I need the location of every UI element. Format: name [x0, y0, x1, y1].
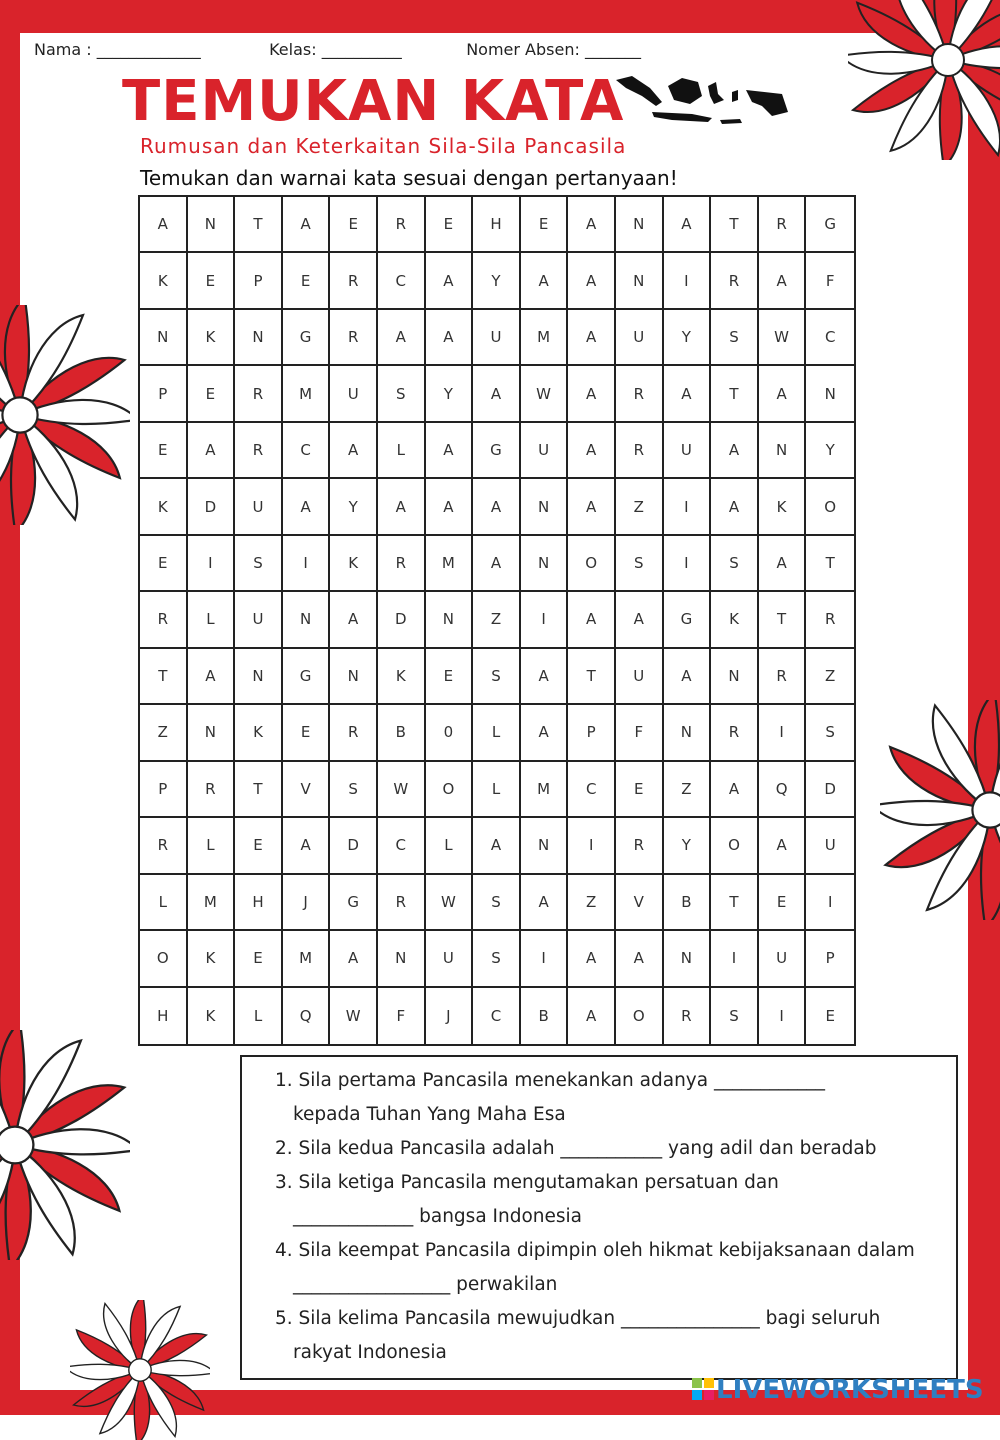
grid-cell[interactable]: A — [426, 479, 474, 535]
grid-cell[interactable]: A — [473, 536, 521, 592]
question-1-line-2: kepada Tuhan Yang Maha Esa — [293, 1104, 566, 1125]
grid-cell[interactable]: R — [378, 536, 426, 592]
grid-cell[interactable]: N — [140, 310, 188, 366]
grid-cell[interactable]: U — [521, 423, 569, 479]
grid-cell[interactable]: Y — [330, 479, 378, 535]
grid-cell[interactable]: R — [140, 592, 188, 648]
grid-cell[interactable]: B — [521, 988, 569, 1044]
grid-cell[interactable]: C — [283, 423, 331, 479]
grid-cell[interactable]: R — [330, 253, 378, 309]
grid-cell[interactable]: S — [378, 366, 426, 422]
grid-cell[interactable]: A — [473, 818, 521, 874]
grid-cell[interactable]: E — [426, 197, 474, 253]
grid-cell[interactable]: D — [806, 762, 854, 818]
grid-cell[interactable]: S — [616, 536, 664, 592]
grid-cell[interactable]: I — [664, 536, 712, 592]
grid-cell[interactable]: A — [330, 931, 378, 987]
grid-cell[interactable]: I — [664, 253, 712, 309]
grid-cell[interactable]: G — [473, 423, 521, 479]
grid-cell[interactable]: T — [711, 197, 759, 253]
grid-cell[interactable]: F — [616, 705, 664, 761]
flower-left-icon — [0, 305, 130, 525]
grid-cell[interactable]: I — [759, 988, 807, 1044]
grid-cell[interactable]: A — [283, 479, 331, 535]
grid-cell[interactable]: A — [568, 423, 616, 479]
student-info-row — [34, 40, 734, 59]
grid-cell[interactable]: A — [759, 536, 807, 592]
grid-cell[interactable]: I — [188, 536, 236, 592]
grid-cell[interactable]: O — [616, 988, 664, 1044]
grid-cell[interactable]: D — [378, 592, 426, 648]
grid-cell[interactable]: N — [711, 649, 759, 705]
grid-cell[interactable]: B — [378, 705, 426, 761]
grid-cell[interactable]: D — [330, 818, 378, 874]
grid-cell[interactable]: N — [521, 536, 569, 592]
grid-cell[interactable]: K — [378, 649, 426, 705]
grid-cell[interactable]: O — [806, 479, 854, 535]
grid-cell[interactable]: R — [664, 988, 712, 1044]
grid-cell[interactable]: E — [759, 875, 807, 931]
grid-cell[interactable]: P — [806, 931, 854, 987]
grid-cell[interactable]: A — [521, 875, 569, 931]
grid-cell[interactable]: R — [616, 423, 664, 479]
grid-cell[interactable]: E — [140, 536, 188, 592]
grid-cell[interactable]: H — [235, 875, 283, 931]
grid-cell[interactable]: G — [330, 875, 378, 931]
absen-field[interactable]: Nomer Absen: _______ — [466, 40, 641, 59]
grid-cell[interactable]: D — [188, 479, 236, 535]
grid-cell[interactable]: N — [378, 931, 426, 987]
grid-cell[interactable]: F — [378, 988, 426, 1044]
grid-cell[interactable]: R — [235, 423, 283, 479]
grid-cell[interactable]: M — [426, 536, 474, 592]
grid-cell[interactable]: R — [711, 705, 759, 761]
grid-cell[interactable]: G — [283, 310, 331, 366]
grid-cell[interactable]: A — [664, 366, 712, 422]
grid-cell[interactable]: R — [806, 592, 854, 648]
grid-cell[interactable]: L — [140, 875, 188, 931]
grid-cell[interactable]: E — [825, 1006, 835, 1025]
grid-cell[interactable]: M — [521, 762, 569, 818]
grid-cell[interactable]: S — [473, 931, 521, 987]
grid-cell[interactable]: A — [283, 197, 331, 253]
grid-cell[interactable]: K — [330, 536, 378, 592]
question-4-line-1: 4. Sila keempat Pancasila dipimpin oleh hikmat kebijaksanaan dalam — [275, 1240, 915, 1261]
grid-cell[interactable]: I — [283, 536, 331, 592]
grid-cell[interactable]: E — [235, 931, 283, 987]
grid-cell[interactable]: Z — [473, 592, 521, 648]
grid-cell[interactable]: C — [473, 988, 521, 1044]
question-5-line-1: 5. Sila kelima Pancasila mewujudkan _______________ bagi seluruh — [275, 1308, 881, 1329]
grid-cell[interactable]: T — [711, 875, 759, 931]
grid-cell[interactable]: C — [378, 253, 426, 309]
grid-cell[interactable]: A — [140, 197, 188, 253]
grid-cell[interactable]: A — [330, 423, 378, 479]
grid-cell[interactable]: Z — [568, 875, 616, 931]
grid-cell[interactable]: N — [664, 931, 712, 987]
grid-cell[interactable]: A — [759, 818, 807, 874]
grid-cell[interactable]: I — [664, 479, 712, 535]
grid-cell[interactable]: L — [188, 818, 236, 874]
grid-cell[interactable]: A — [711, 423, 759, 479]
grid-cell[interactable]: S — [235, 536, 283, 592]
grid-cell[interactable]: R — [330, 705, 378, 761]
grid-cell[interactable]: I — [568, 818, 616, 874]
grid-cell[interactable]: U — [759, 931, 807, 987]
grid-cell[interactable]: I — [711, 931, 759, 987]
grid-cell[interactable]: M — [521, 310, 569, 366]
grid-cell[interactable]: O — [711, 818, 759, 874]
grid-cell[interactable]: K — [188, 310, 236, 366]
grid-cell[interactable]: T — [140, 649, 188, 705]
grid-cell[interactable]: G — [283, 649, 331, 705]
grid-cell[interactable]: N — [806, 366, 854, 422]
grid-cell[interactable]: A — [188, 649, 236, 705]
grid-cell[interactable]: Z — [616, 479, 664, 535]
grid-cell[interactable]: A — [759, 253, 807, 309]
word-search-grid — [138, 195, 856, 1046]
grid-cell[interactable]: S — [330, 762, 378, 818]
grid-cell[interactable]: S — [711, 310, 759, 366]
grid-cell[interactable]: N — [330, 649, 378, 705]
grid-cell[interactable]: R — [759, 197, 807, 253]
grid-cell[interactable]: P — [140, 366, 188, 422]
grid-cell[interactable]: U — [235, 592, 283, 648]
grid-cell[interactable]: N — [283, 592, 331, 648]
grid-cell[interactable]: E — [188, 366, 236, 422]
grid-cell[interactable]: K — [711, 592, 759, 648]
grid-cell[interactable]: L — [473, 705, 521, 761]
grid-cell[interactable]: E — [521, 197, 569, 253]
grid-cell[interactable]: R — [330, 310, 378, 366]
grid-cell[interactable]: W — [426, 875, 474, 931]
grid-cell[interactable]: N — [521, 818, 569, 874]
grid-cell[interactable]: B — [664, 875, 712, 931]
grid-cell[interactable]: Z — [140, 705, 188, 761]
grid-cell[interactable]: C — [378, 818, 426, 874]
grid-cell[interactable]: A — [616, 931, 664, 987]
grid-cell[interactable]: R — [711, 253, 759, 309]
question-4-line-2: _________________ perwakilan — [293, 1274, 558, 1295]
grid-cell[interactable]: E — [283, 705, 331, 761]
grid-cell[interactable]: A — [568, 479, 616, 535]
grid-cell[interactable]: Y — [664, 310, 712, 366]
grid-cell[interactable]: I — [521, 592, 569, 648]
grid-cell[interactable]: Y — [473, 253, 521, 309]
grid-cell[interactable]: I — [806, 875, 854, 931]
grid-cell[interactable]: N — [235, 649, 283, 705]
grid-cell[interactable]: Q — [283, 988, 331, 1044]
page-title: TEMUKAN KATA — [122, 69, 625, 134]
grid-cell[interactable]: Y — [664, 818, 712, 874]
grid-cell[interactable]: Q — [759, 762, 807, 818]
grid-cell[interactable]: S — [806, 705, 854, 761]
grid-cell[interactable]: L — [473, 762, 521, 818]
grid-cell[interactable]: Y — [426, 366, 474, 422]
grid-cell[interactable]: V — [616, 875, 664, 931]
grid-cell[interactable]: R — [378, 197, 426, 253]
grid-cell[interactable]: R — [616, 366, 664, 422]
grid-cell[interactable]: W — [330, 988, 378, 1044]
grid-cell[interactable]: T — [568, 649, 616, 705]
grid-cell[interactable]: R — [140, 818, 188, 874]
grid-cell[interactable]: N — [188, 705, 236, 761]
question-1-line-1: 1. Sila pertama Pancasila menekankan adanya ____________ — [275, 1070, 825, 1091]
grid-cell[interactable]: A — [426, 253, 474, 309]
grid-cell[interactable]: M — [188, 875, 236, 931]
grid-cell[interactable]: U — [616, 649, 664, 705]
grid-cell[interactable]: Z — [806, 649, 854, 705]
flower-right-icon — [880, 700, 1000, 920]
grid-cell[interactable]: A — [188, 423, 236, 479]
grid-cell[interactable]: J — [426, 988, 474, 1044]
nama-field[interactable]: Nama : _____________ — [34, 40, 201, 59]
flower-top-right-icon — [848, 0, 1000, 160]
grid-cell[interactable]: N — [521, 479, 569, 535]
flower-bottom-small-icon — [70, 1300, 210, 1440]
grid-cell[interactable]: A — [521, 649, 569, 705]
grid-cell[interactable]: N — [616, 253, 664, 309]
grid-cell[interactable]: A — [330, 592, 378, 648]
grid-cell[interactable]: L — [188, 592, 236, 648]
grid-cell[interactable]: U — [806, 818, 854, 874]
grid-cell[interactable]: S — [473, 875, 521, 931]
grid-cell[interactable]: U — [616, 310, 664, 366]
grid-cell[interactable]: R — [616, 818, 664, 874]
grid-cell[interactable]: A — [568, 310, 616, 366]
grid-cell[interactable]: K — [235, 705, 283, 761]
grid-cell[interactable]: S — [473, 649, 521, 705]
grid-cell[interactable]: K — [188, 931, 236, 987]
grid-cell[interactable]: A — [521, 253, 569, 309]
grid-cell[interactable]: A — [378, 310, 426, 366]
grid-cell[interactable]: P — [235, 253, 283, 309]
grid-cell[interactable]: U — [664, 423, 712, 479]
grid-cell[interactable]: T — [235, 762, 283, 818]
question-2: 2. Sila kedua Pancasila adalah ___________ yang adil dan beradab — [275, 1138, 877, 1159]
grid-cell[interactable]: R — [235, 366, 283, 422]
subtitle: Rumusan dan Keterkaitan Sila-Sila Pancasila — [140, 134, 627, 158]
grid-cell[interactable]: R — [188, 762, 236, 818]
question-3-line-1: 3. Sila ketiga Pancasila mengutamakan persatuan dan — [275, 1172, 779, 1193]
liveworksheets-logo-icon — [692, 1378, 714, 1402]
grid-cell[interactable]: T — [711, 366, 759, 422]
grid-cell[interactable]: P — [568, 705, 616, 761]
grid-cell[interactable]: A — [568, 197, 616, 253]
grid-cell[interactable]: U — [235, 479, 283, 535]
grid-cell[interactable]: C — [806, 310, 854, 366]
grid-cell[interactable]: H — [473, 197, 521, 253]
grid-cell[interactable]: E — [616, 762, 664, 818]
grid-cell[interactable]: L — [378, 423, 426, 479]
grid-cell[interactable]: P — [140, 762, 188, 818]
grid-cell[interactable]: R — [378, 875, 426, 931]
grid-cell[interactable]: A — [521, 705, 569, 761]
grid-cell[interactable]: R — [759, 649, 807, 705]
grid-cell[interactable]: S — [711, 536, 759, 592]
grid-cell[interactable]: A — [473, 479, 521, 535]
grid-cell[interactable]: K — [188, 988, 236, 1044]
grid-cell[interactable]: E — [235, 818, 283, 874]
grid-cell[interactable]: T — [806, 536, 854, 592]
grid-cell[interactable]: H — [140, 988, 188, 1044]
grid-cell[interactable]: T — [235, 197, 283, 253]
grid-cell[interactable]: O — [140, 931, 188, 987]
grid-cell[interactable]: E — [330, 197, 378, 253]
grid-cell[interactable]: K — [140, 253, 188, 309]
grid-cell[interactable]: C — [568, 762, 616, 818]
grid-cell[interactable]: M — [283, 931, 331, 987]
grid-cell[interactable]: A — [283, 818, 331, 874]
grid-cell[interactable]: A — [759, 366, 807, 422]
grid-cell[interactable]: A — [664, 197, 712, 253]
question-3-line-2: _____________ bangsa Indonesia — [293, 1206, 582, 1227]
grid-cell[interactable]: N — [616, 197, 664, 253]
grid-cell[interactable]: T — [759, 592, 807, 648]
grid-cell[interactable]: S — [711, 988, 759, 1044]
grid-cell[interactable]: E — [188, 253, 236, 309]
grid-cell[interactable]: E — [283, 253, 331, 309]
grid-cell[interactable]: A — [568, 253, 616, 309]
grid-cell[interactable]: L — [235, 988, 283, 1044]
grid-cell[interactable]: N — [188, 197, 236, 253]
grid-cell[interactable]: A — [664, 649, 712, 705]
grid-cell[interactable]: A — [568, 592, 616, 648]
grid-cell[interactable]: K — [140, 479, 188, 535]
indonesia-map-icon — [612, 72, 792, 132]
grid-cell[interactable]: A — [426, 423, 474, 479]
grid-cell[interactable]: U — [473, 310, 521, 366]
grid-cell[interactable]: F — [806, 253, 854, 309]
grid-cell[interactable]: Y — [806, 423, 854, 479]
grid-cell[interactable]: N — [664, 705, 712, 761]
grid-cell[interactable]: M — [283, 366, 331, 422]
grid-cell[interactable]: 0 — [426, 705, 474, 761]
instruction: Temukan dan warnai kata sesuai dengan pertanyaan! — [140, 166, 678, 190]
grid-cell[interactable]: N — [426, 592, 474, 648]
grid-cell[interactable]: A — [473, 366, 521, 422]
grid-cell[interactable]: G — [806, 197, 854, 253]
grid-cell[interactable]: A — [616, 592, 664, 648]
grid-cell[interactable]: A — [568, 366, 616, 422]
grid-cell[interactable]: A — [426, 310, 474, 366]
grid-cell[interactable]: Z — [664, 762, 712, 818]
grid-cell[interactable]: N — [759, 423, 807, 479]
kelas-field[interactable]: Kelas: __________ — [269, 40, 402, 59]
grid-cell[interactable]: E — [140, 423, 188, 479]
grid-cell[interactable]: A — [711, 479, 759, 535]
grid-cell[interactable]: L — [426, 818, 474, 874]
grid-cell[interactable]: A — [378, 479, 426, 535]
grid-cell[interactable]: U — [426, 931, 474, 987]
grid-cell[interactable]: U — [330, 366, 378, 422]
grid-cell[interactable]: J — [283, 875, 331, 931]
grid-cell[interactable]: I — [759, 705, 807, 761]
grid-cell[interactable]: G — [664, 592, 712, 648]
grid-cell[interactable]: A — [568, 988, 616, 1044]
grid-cell[interactable]: V — [283, 762, 331, 818]
grid-cell[interactable]: I — [521, 931, 569, 987]
grid-cell[interactable]: W — [378, 762, 426, 818]
grid-cell[interactable]: W — [521, 366, 569, 422]
grid-cell[interactable]: K — [759, 479, 807, 535]
grid-cell[interactable]: A — [568, 931, 616, 987]
watermark[interactable]: LIVEWORKSHEETS — [716, 1375, 984, 1405]
grid-cell[interactable]: N — [235, 310, 283, 366]
grid-cell[interactable]: E — [426, 649, 474, 705]
grid-cell[interactable]: A — [711, 762, 759, 818]
flower-bottom-left-icon — [0, 1030, 130, 1260]
grid-cell[interactable]: O — [568, 536, 616, 592]
question-5-line-2: rakyat Indonesia — [293, 1342, 447, 1363]
grid-cell[interactable]: O — [426, 762, 474, 818]
grid-cell[interactable]: W — [759, 310, 807, 366]
